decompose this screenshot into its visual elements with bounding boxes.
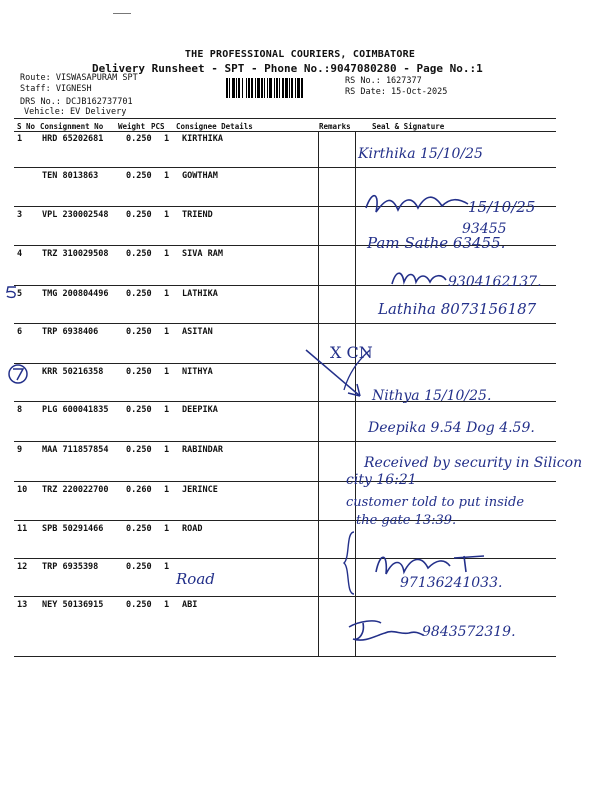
row-weight: 0.250 xyxy=(126,405,152,415)
row-sno: 9 xyxy=(17,445,23,455)
barcode-bar xyxy=(301,78,303,98)
route-line: Route: VISWASAPURAM SPT xyxy=(20,73,138,83)
row-pcs: 1 xyxy=(164,249,170,259)
table-header-rule xyxy=(14,131,556,132)
row-weight: 0.260 xyxy=(126,485,152,495)
remark-told-2: the gate 13:39. xyxy=(356,513,457,528)
rs-number: RS No.: 1627377 xyxy=(345,76,422,86)
row-consignee: ROAD xyxy=(182,524,203,534)
table-top-rule xyxy=(14,118,556,119)
barcode-bar xyxy=(291,78,293,98)
row-weight: 0.250 xyxy=(126,600,152,610)
barcode-bar xyxy=(242,78,243,98)
row-weight: 0.250 xyxy=(126,367,152,377)
signature-row1: Kirthika 15/10/25 xyxy=(358,146,483,162)
signature-row3: Pam Sathe 63455. xyxy=(367,234,506,252)
top-mark xyxy=(113,13,131,14)
brace-mark xyxy=(340,530,360,596)
handwritten-road: Road xyxy=(176,570,215,588)
row-pcs: 1 xyxy=(164,134,170,144)
signature-scribble-row2 xyxy=(362,188,472,220)
runsheet-subtitle: Delivery Runsheet - SPT - Phone No.:9047080280 - Page No.:1 xyxy=(92,62,483,75)
barcode-bar xyxy=(229,78,230,98)
row-consignment: TRP 6935398 xyxy=(42,562,99,572)
col-sno: S No xyxy=(17,122,36,131)
row-pcs: 1 xyxy=(164,600,170,610)
barcode-bar xyxy=(297,78,300,98)
row-weight: 0.250 xyxy=(126,134,152,144)
row-consignment: TEN 8013863 xyxy=(42,171,99,181)
signature-scribble-row13 xyxy=(345,615,425,647)
row-consignment: TMG 200804496 xyxy=(42,289,109,299)
row-weight: 0.250 xyxy=(126,289,152,299)
row-pcs: 1 xyxy=(164,327,170,337)
row-consignment: TRP 6938406 xyxy=(42,327,99,337)
col-consignee: Consignee Details xyxy=(176,122,253,131)
row-consignee: SIVA RAM xyxy=(182,249,223,259)
barcode-bar xyxy=(276,78,278,98)
barcode-bar xyxy=(246,78,247,98)
row-divider xyxy=(14,167,556,168)
signature-row7: Nithya 15/10/25. xyxy=(372,388,492,404)
barcode-bar xyxy=(279,78,280,98)
row-sno: 5 xyxy=(17,289,23,299)
barcode-bar xyxy=(295,78,296,98)
signature-row4-phone: 9304162137. xyxy=(448,274,542,290)
row-pcs: 1 xyxy=(164,562,170,572)
barcode-bar xyxy=(238,78,240,98)
row-consignee: NITHYA xyxy=(182,367,213,377)
row-pcs: 1 xyxy=(164,445,170,455)
barcode-bar xyxy=(267,78,268,98)
staff-line: Staff: VIGNESH xyxy=(20,84,92,94)
signature-row12-phone: 97136241033. xyxy=(400,575,503,591)
rs-date: RS Date: 15-Oct-2025 xyxy=(345,87,448,97)
signature-scribble-row4 xyxy=(388,266,450,292)
row-consignee: JERINCE xyxy=(182,485,218,495)
row-consignment: PLG 600041835 xyxy=(42,405,109,415)
cn-annotation: X CN xyxy=(330,343,373,362)
row-weight: 0.250 xyxy=(126,210,152,220)
barcode-bar xyxy=(257,78,260,98)
row-consignee: ABI xyxy=(182,600,198,610)
barcode-bar xyxy=(289,78,290,98)
row-weight: 0.250 xyxy=(126,562,152,572)
row-sno: 13 xyxy=(17,600,28,610)
row-consignment: VPL 230002548 xyxy=(42,210,109,220)
row-consignment: TRZ 310029508 xyxy=(42,249,109,259)
remark-received-1: Received by security in Silicon xyxy=(364,455,583,471)
col-signature: Seal & Signature xyxy=(372,122,445,131)
row-sno: 10 xyxy=(17,485,28,495)
signature-row2-date: 15/10/25 xyxy=(468,198,536,216)
row-sno: 12 xyxy=(17,562,28,572)
drs-line: DRS No.: DCJB162737701 xyxy=(20,97,133,107)
row-consignee: GOWTHAM xyxy=(182,171,218,181)
row-divider xyxy=(14,481,556,482)
remark-told-1: customer told to put inside xyxy=(346,495,525,510)
barcode-bar xyxy=(251,78,253,98)
company-title: THE PROFESSIONAL COURIERS, COIMBATORE xyxy=(184,49,416,60)
barcode-bar xyxy=(264,78,265,98)
row-consignee: RABINDAR xyxy=(182,445,223,455)
row-pcs: 1 xyxy=(164,524,170,534)
row-consignee: DEEPIKA xyxy=(182,405,218,415)
barcode-bar xyxy=(274,78,275,98)
barcode-bar xyxy=(285,78,288,98)
barcode-bar xyxy=(269,78,272,98)
barcode-bar xyxy=(232,78,235,98)
row-pcs: 1 xyxy=(164,405,170,415)
row-consignee: LATHIKA xyxy=(182,289,218,299)
row-divider xyxy=(14,363,556,364)
row-weight: 0.250 xyxy=(126,445,152,455)
row-divider xyxy=(14,520,556,521)
row-weight: 0.250 xyxy=(126,171,152,181)
row-weight: 0.250 xyxy=(126,249,152,259)
col-pcs: PCS xyxy=(151,122,165,131)
row-pcs: 1 xyxy=(164,367,170,377)
barcode-bar xyxy=(236,78,237,98)
col-weight: Weight xyxy=(118,122,146,131)
signature-row3-num: 93455 xyxy=(462,221,507,237)
row-sno: 8 xyxy=(17,405,23,415)
row-divider xyxy=(14,323,556,324)
row-sno: 11 xyxy=(17,524,28,534)
col-remarks: Remarks xyxy=(319,122,351,131)
row-pcs: 1 xyxy=(164,485,170,495)
row-consignment: TRZ 220022700 xyxy=(42,485,109,495)
row-consignee: ASITAN xyxy=(182,327,213,337)
row-pcs: 1 xyxy=(164,210,170,220)
row-divider xyxy=(14,596,556,597)
signature-row13-phone: 9843572319. xyxy=(422,624,516,640)
row-consignment: MAA 711857854 xyxy=(42,445,109,455)
row-consignment: SPB 50291466 xyxy=(42,524,104,534)
row-consignee: TRIEND xyxy=(182,210,213,220)
row-weight: 0.250 xyxy=(126,327,152,337)
row-consignment: NEY 50136915 xyxy=(42,600,104,610)
signature-row8: Deepika 9.54 Dog 4.59. xyxy=(368,420,535,436)
signature-row5: Lathiha 8073156187 xyxy=(378,300,537,318)
barcode-bar xyxy=(261,78,263,98)
barcode-bar xyxy=(226,78,228,98)
row-consignment: KRR 50216358 xyxy=(42,367,104,377)
barcode-bar xyxy=(255,78,256,98)
remark-received-2: city 16:21 xyxy=(346,472,417,488)
row-sno: 4 xyxy=(17,249,23,259)
row-pcs: 1 xyxy=(164,289,170,299)
circled-number-7 xyxy=(6,362,30,386)
barcode xyxy=(226,78,341,98)
vehicle-line: Vehicle: EV Delivery xyxy=(24,107,127,117)
row-pcs: 1 xyxy=(164,171,170,181)
row-consignment: HRD 65202681 xyxy=(42,134,104,144)
barcode-bar xyxy=(282,78,284,98)
row-divider xyxy=(14,656,556,657)
row-sno: 3 xyxy=(17,210,23,220)
row-sno: 1 xyxy=(17,134,23,144)
row-consignee: KIRTHIKA xyxy=(182,134,223,144)
row-divider xyxy=(14,441,556,442)
row-sno: 6 xyxy=(17,327,23,337)
barcode-bar xyxy=(248,78,250,98)
row-weight: 0.250 xyxy=(126,524,152,534)
col-consignment: Consignment No xyxy=(40,122,104,131)
handwritten-number-5 xyxy=(2,285,22,299)
